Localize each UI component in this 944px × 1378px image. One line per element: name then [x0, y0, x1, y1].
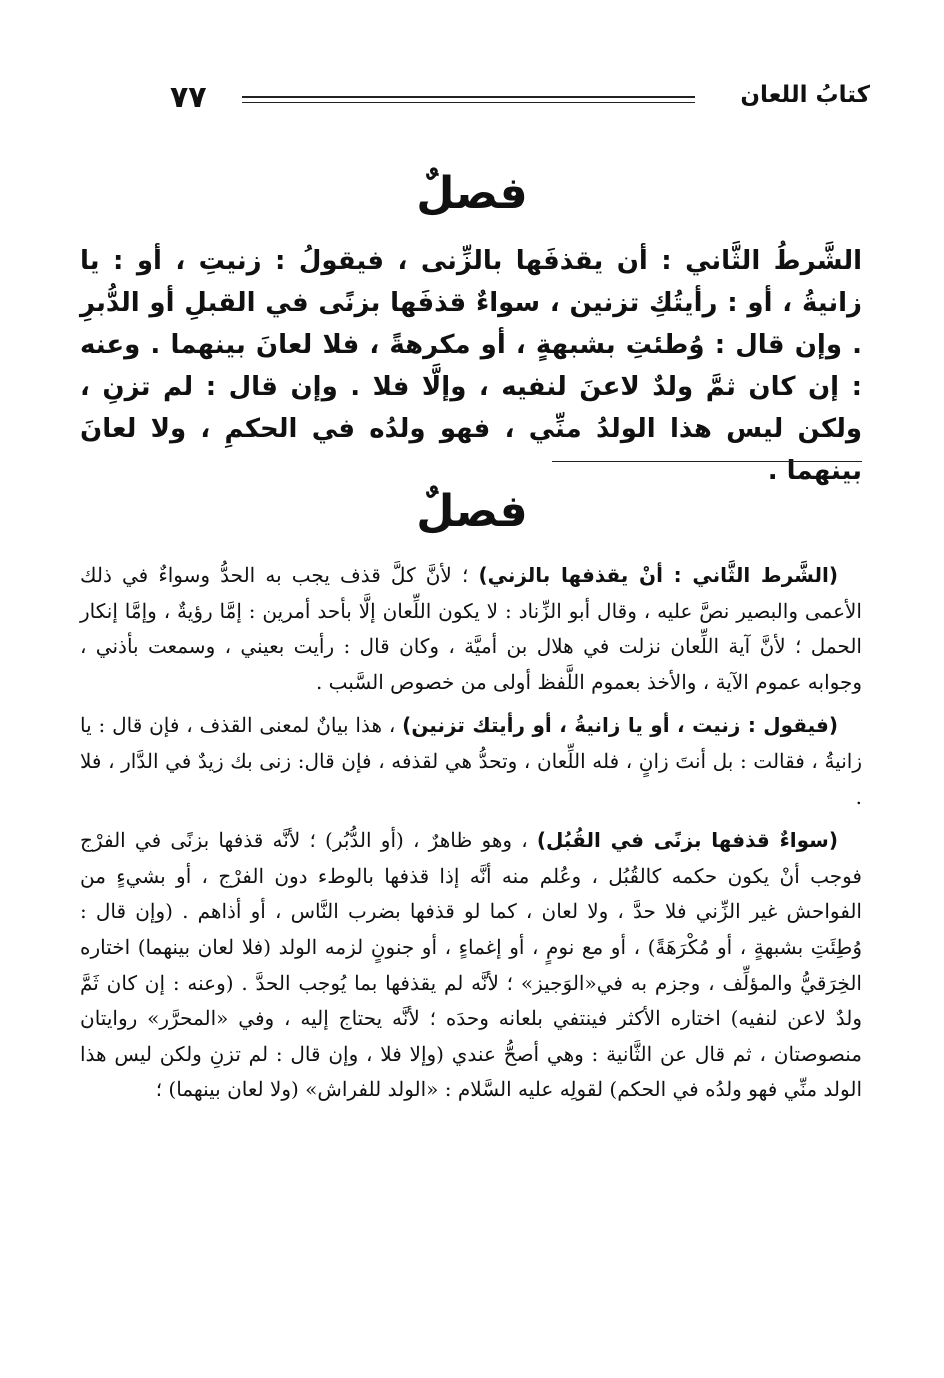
- commentary-text: ، وهو ظاهرٌ ، (أو الدُّبُر) ؛ لأنَّه قذفها بزنًى في الفرْج فوجب أنْ يكون حكمه كالقُبُل ، وعُلم منه أنَّه إذا قذفها بالوطء دون الفرْج ، أو بشيءٍ من الفواحش غير الزِّني فلا حدَّ ، ولا لعان ، كما لو قذفها بضرب النَّاس ، أو أذاهم . (وإن قال : وُطِئَتِ بشبهةٍ ، أو مُكْرَهَةً) ، أو مع نومٍ ، أو إغماءٍ ، أو جنونٍ لزمه الولد (فلا لعان بينهما) اختاره الخِرَقيُّ والمؤلِّف ، وجزم به في«الوَجيز» ؛ لأنَّه لم يقذفها بما يُوجب الحدَّ . (وعنه : إن كان ثَمَّ ولدٌ لاعن لنفيه) اختاره الأكثر فينتفي بلعانه وحدَه ؛ لأنَّه يحتاج إليه ، وفي «المحرَّر» روايتان منصوصتان ، ثم قال عن الثَّانية : وهي أصحُّ عندي (وإلا فلا ، وإن قال : لم تزنِ ولكن ليس هذا الولد منِّي فهو ولدُه في الحكم) لقولِه عليه السَّلام : «الولد للفراش» (ولا لعان بينهما) ؛: [80, 828, 862, 1102]
- section-divider-rule: [552, 461, 862, 462]
- page-number: ٧٧: [170, 80, 207, 115]
- commentary-text: ؛ لأنَّ كلَّ قذف يجب به الحدُّ وسواءٌ في ذلك الأعمى والبصير نصَّ عليه ، وقال أبو الزِّناد : لا يكون اللِّعان إلَّا بأحد أمرين : إمَّا رؤيةٌ ، وإمَّا إنكار الحمل ؛ لأنَّ آية اللِّعان نزلت في هلال بن أميَّة ، وكان قال : رأيت بعيني ، وسمعت بأذني ، وجوابه عموم الآية ، والأخذ بعموم اللَّفظ أولى من خصوص السَّبب .: [80, 563, 862, 694]
- quoted-matn: (الشَّرط الثَّاني : أنْ يقذفها بالزني): [478, 563, 838, 587]
- quoted-matn: (فيقول : زنيت ، أو يا زانيةُ ، أو رأيتك تزنين): [402, 713, 838, 738]
- section-heading-2: فصلٌ: [416, 486, 528, 537]
- matn-text: الشَّرطُ الثَّاني : أن يقذفَها بالزِّنى ، فيقولُ : زنيتِ ، أو : يا زانيةُ ، أو : رأيتُكِ تزنين ، سواءٌ قذفَها بزنًى في القبلِ أو الدُّبرِ . وإن قال : وُطئتِ بشبهةٍ ، أو مكرهةً ، فلا لعانَ بينهما . وعنه : إن كان ثمَّ ولدٌ لاعنَ لنفيه ، وإلَّا فلا . وإن قال : لم تزنِ ، ولكن ليس هذا الولدُ منِّي ، فهو ولدُه في الحكمِ ، ولا لعانَ بينهما .: [80, 246, 862, 486]
- page-header: [170, 78, 870, 118]
- commentary-paragraph: [80, 708, 862, 815]
- commentary-paragraph: [80, 823, 862, 1108]
- section-heading-1: فصلٌ: [416, 168, 528, 219]
- commentary-paragraph: [80, 558, 862, 700]
- header-rule-thin: [242, 102, 695, 103]
- commentary-block: [80, 558, 862, 1108]
- header-rule: [242, 96, 695, 98]
- running-title: كتابُ اللعان: [740, 82, 870, 108]
- quoted-matn: (سواءٌ قذفها بزنًى في القُبُل): [536, 828, 838, 853]
- commentary-text: ، هذا بيانٌ لمعنى القذف ، فإن قال : يا زانيةُ ، فقالت : بل أنتَ زانٍ ، فله اللِّعان ، وتحدُّ هي لقذفه ، فإن قال: زنى بك زيدٌ في الدَّار ، فلا .: [80, 713, 862, 809]
